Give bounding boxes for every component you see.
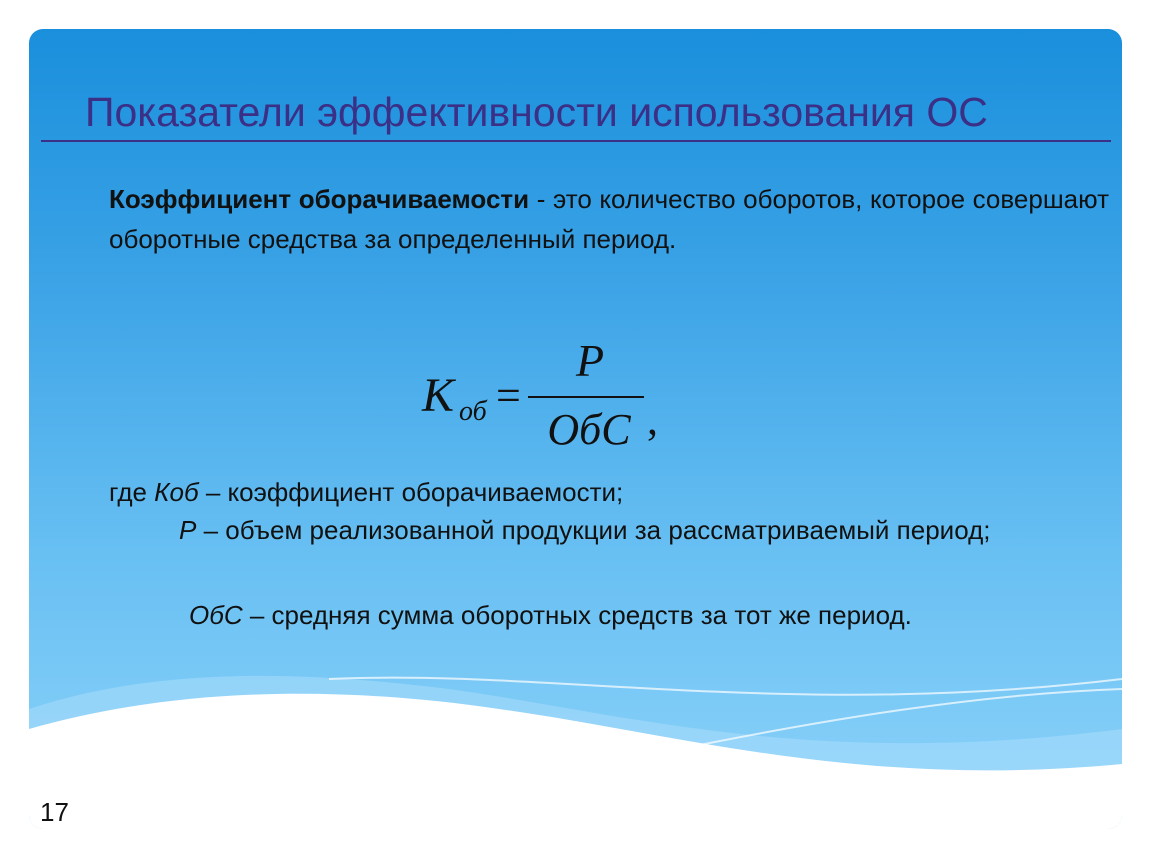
formula-fraction-bar [528,396,644,398]
slide [29,29,1122,829]
legend-p-text: – объем реализованной продукции за рассматриваемый период; [196,515,991,545]
legend-kob-prefix: где [109,477,155,507]
formula-numerator: P [575,335,605,386]
formula-lhs-subscript: об [459,396,487,427]
legend-obs-text: – средняя сумма оборотных средств за тот же период. [242,600,912,630]
legend-obs [189,595,1089,635]
legend-p [109,512,1109,548]
legend-kob-text: – коэффициент оборачиваемости; [198,477,624,507]
page-number: 17 [40,797,69,827]
formula-lhs: K [422,369,455,422]
legend-p-symbol: Р [179,515,197,545]
title-underline [41,140,1111,142]
formula-denominator: ОбС [547,405,631,454]
slide-title: Показатели эффективности использования ОС [85,89,988,135]
legend-kob [109,472,1109,512]
definition-text: - это количество оборотов, которое совершают оборотные средства за определенный период. [109,184,1109,254]
legend-kob-symbol: Коб [154,477,199,507]
definition-paragraph [109,179,1109,259]
formula-comma: , [647,395,658,444]
definition-term: Коэффициент оборачиваемости [109,184,530,214]
turnover-formula [422,334,662,454]
legend-obs-symbol: ОбС [189,600,243,630]
formula-equals: = [496,371,521,420]
